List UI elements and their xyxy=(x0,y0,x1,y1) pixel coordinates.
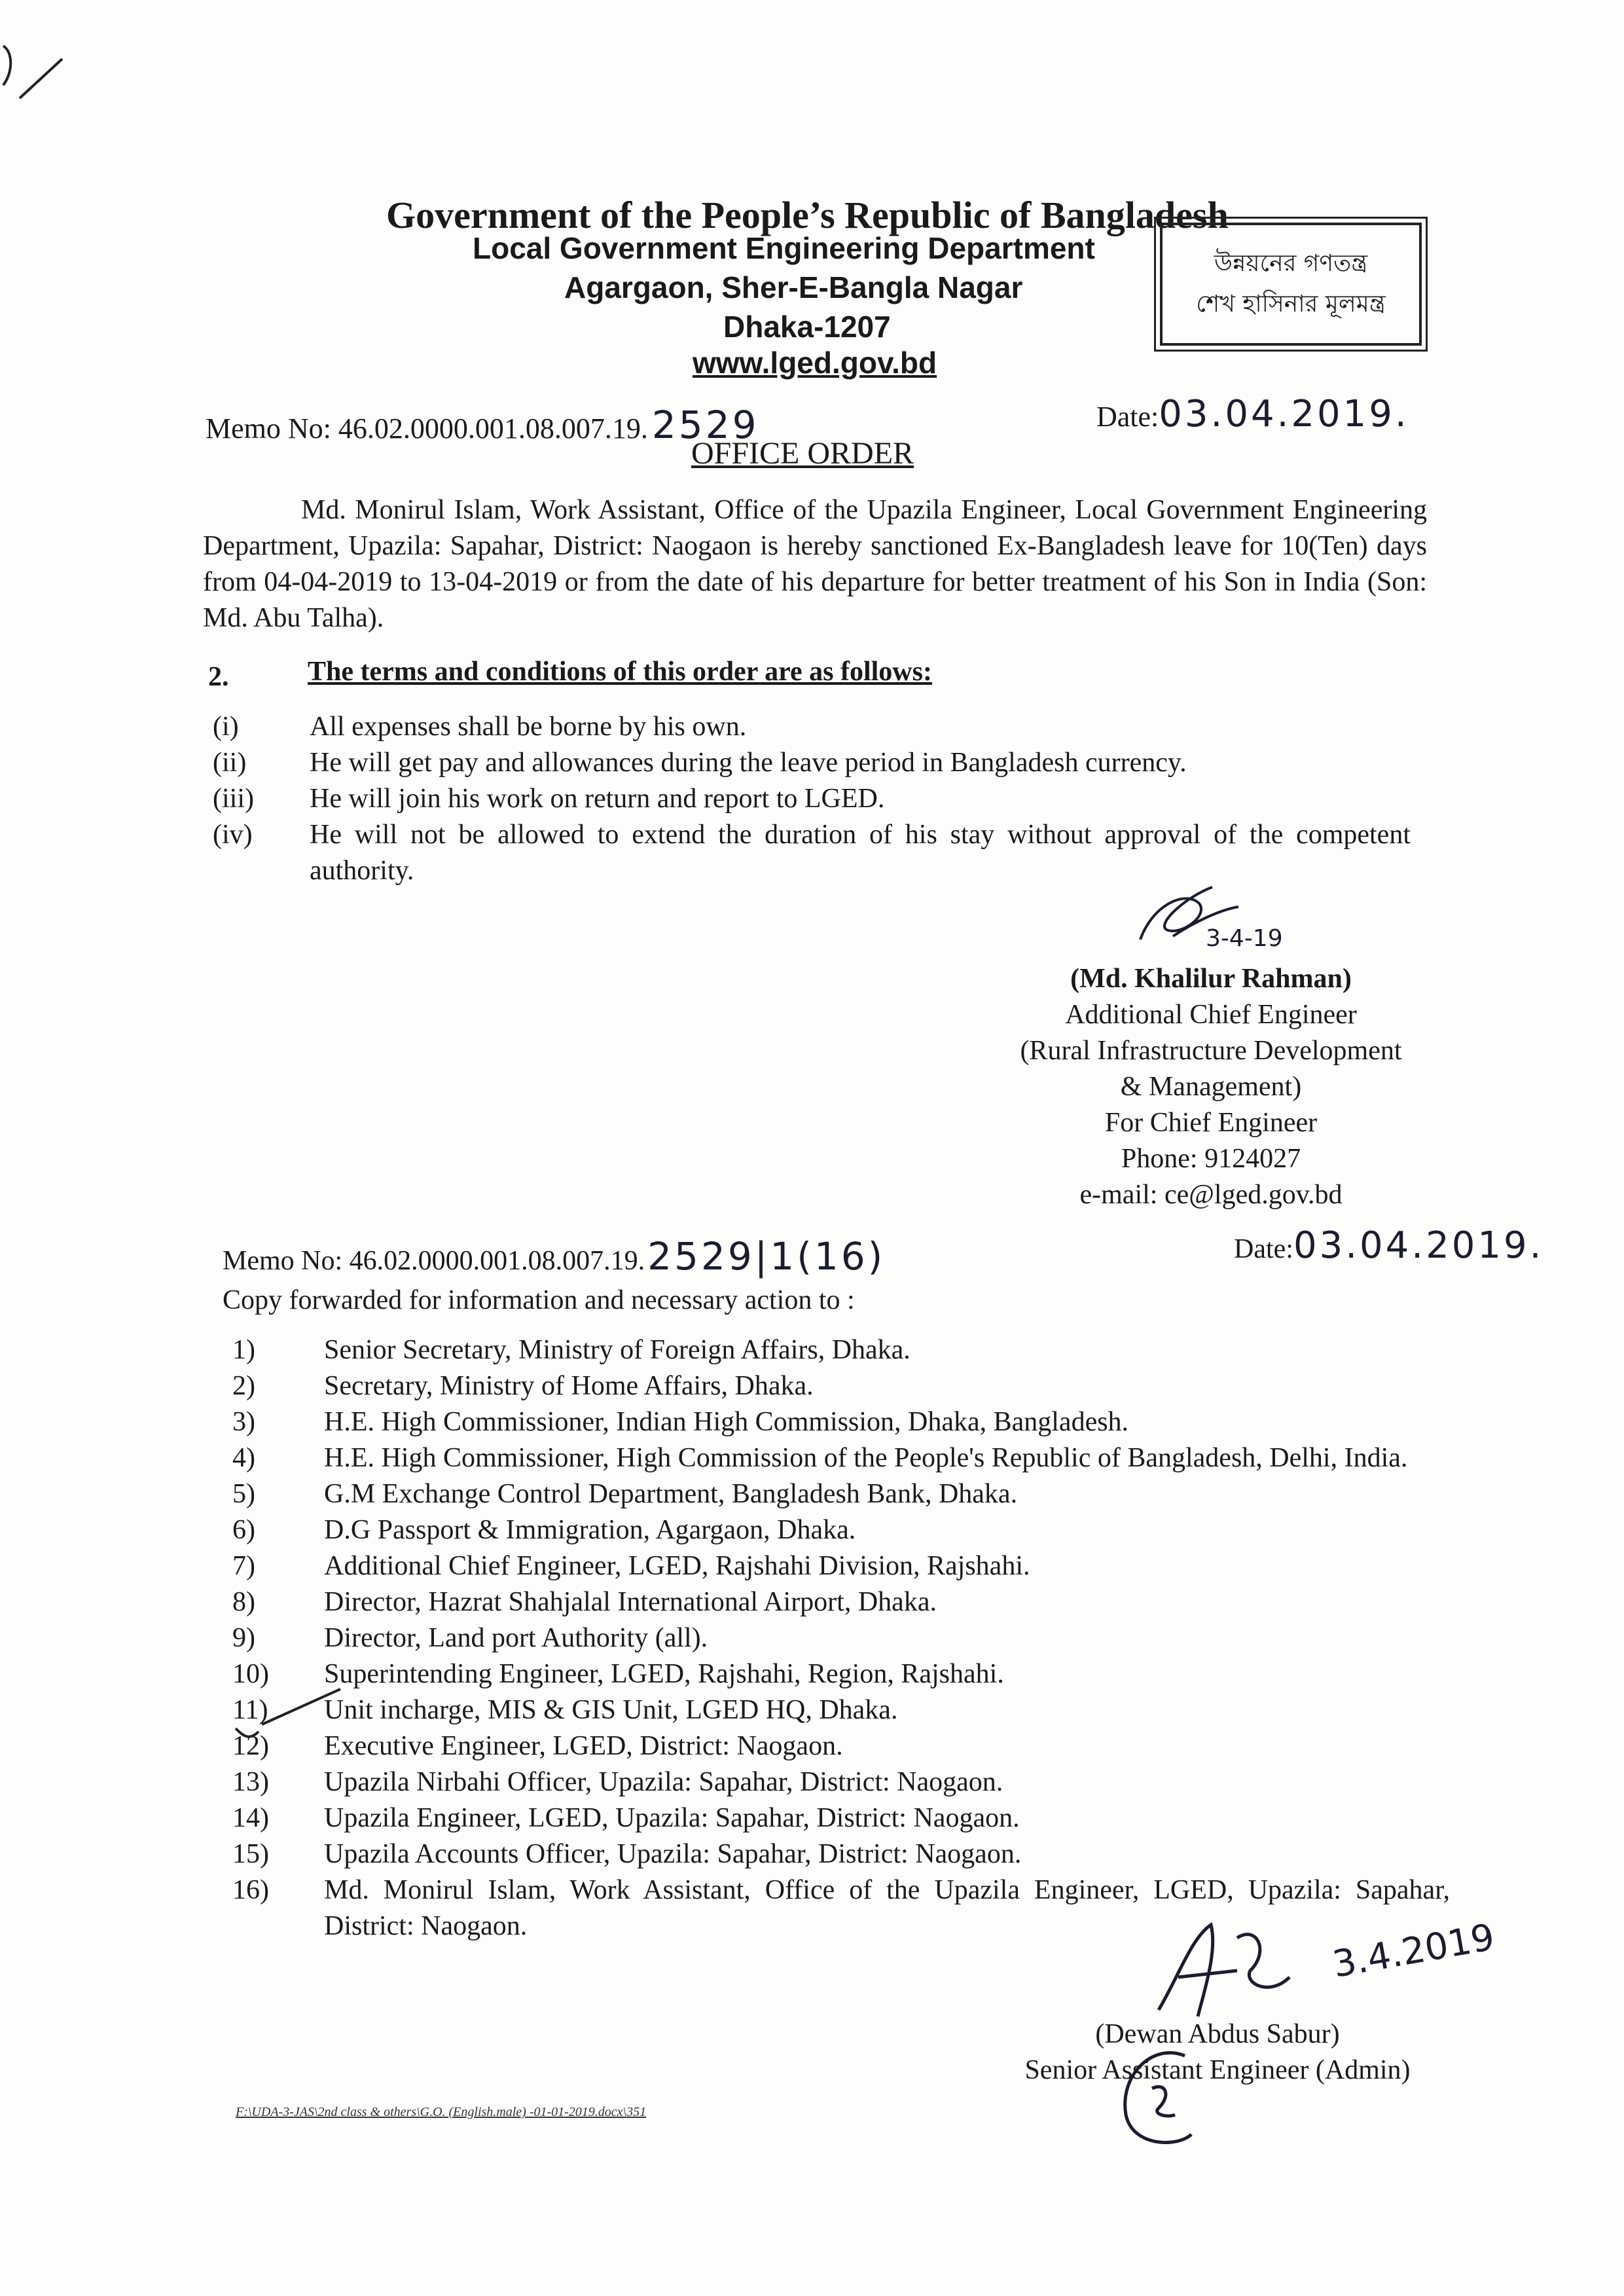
list-item-text: G.M Exchange Control Department, Bangladesh Bank, Dhaka. xyxy=(324,1479,1018,1509)
order-paragraph xyxy=(203,492,1427,636)
signatory-name: (Dewan Abdus Sabur) xyxy=(1095,2019,1340,2049)
date-handwritten: 03.04.2019. xyxy=(1293,1224,1544,1267)
list-item xyxy=(232,1440,1450,1476)
term-item xyxy=(213,745,1411,781)
list-item-number: 4) xyxy=(232,1443,255,1473)
signatory-designation: Senior Assistant Engineer (Admin) xyxy=(1024,2055,1411,2085)
list-item-text: Upazila Engineer, LGED, Upazila: Sapahar, District: Naogaon. xyxy=(324,1803,1020,1833)
terms-number: 2. xyxy=(208,662,229,692)
list-item xyxy=(232,1476,1450,1512)
date-label: Date: xyxy=(1234,1234,1293,1264)
list-item-number: 12) xyxy=(232,1731,269,1761)
list-item-number: 7) xyxy=(232,1551,255,1581)
signatory-for-line: For Chief Engineer xyxy=(1104,1108,1318,1138)
list-item-number: 5) xyxy=(232,1479,255,1509)
signatory-email: e-mail: ce@lged.gov.bd xyxy=(1079,1180,1343,1210)
list-item-number: 8) xyxy=(232,1587,255,1617)
list-item-number: 1) xyxy=(232,1335,255,1365)
term-number: (ii) xyxy=(213,748,247,778)
term-text: All expenses shall be borne by his own. xyxy=(310,712,747,742)
term-text: He will join his work on return and report to LGED. xyxy=(310,784,885,814)
tick-mark-icon xyxy=(229,1719,295,1758)
slogan-box xyxy=(1160,223,1422,346)
department-city: Dhaka-1207 xyxy=(723,310,891,344)
term-number: (iii) xyxy=(213,784,254,814)
list-item xyxy=(232,1368,1450,1404)
list-item-text: Md. Monirul Islam, Work Assistant, Office of the Upazila Engineer, LGED, Upazila: Sapahar, District: Naogaon. xyxy=(324,1875,1450,1941)
list-item-number: 6) xyxy=(232,1515,255,1545)
corner-pen-mark xyxy=(0,20,79,111)
signatory-phone: Phone: 9124027 xyxy=(1121,1144,1301,1174)
slogan-line-2: শেখ হাসিনার মূলমন্ত্র xyxy=(1196,291,1386,318)
list-item xyxy=(232,1728,1450,1764)
list-item xyxy=(232,1764,1450,1800)
memo-number-2 xyxy=(223,1234,885,1279)
term-item xyxy=(213,709,1411,745)
list-item xyxy=(232,1620,1450,1656)
list-item xyxy=(232,1548,1450,1584)
date-label: Date: xyxy=(1096,401,1159,433)
order-paragraph-text: Md. Monirul Islam, Work Assistant, Office of the Upazila Engineer, Local Government Engineering Department, Upazila: Sapahar, District: Naogaon is hereby sanctioned Ex-Bangladesh leave for 10(Ten) days from 04-04-2019 to 13-04-2019 or from the date of his departure for better treatment of his Son in India (Son: Md. Abu Talha). xyxy=(203,495,1427,633)
slogan-line-1: উন্নয়নের গণতন্ত্র xyxy=(1214,250,1368,277)
list-item-text: Secretary, Ministry of Home Affairs, Dhaka. xyxy=(324,1371,814,1401)
list-item xyxy=(232,1404,1450,1440)
terms-heading: The terms and conditions of this order are as follows: xyxy=(308,657,932,687)
date-handwritten: 03.04.2019. xyxy=(1159,393,1409,435)
term-text: He will not be allowed to extend the duration of his stay without approval of the competent authority. xyxy=(310,820,1411,886)
signatory-wing-line-1: (Rural Infrastructure Development xyxy=(1020,1036,1402,1066)
list-item-number: 16) xyxy=(232,1875,269,1905)
copy-recipient-list xyxy=(232,1332,1450,1944)
file-path-footer: F:\UDA-3-JAS\2nd class & others\G.O. (English.male) -01-01-2019.docx\351 xyxy=(236,2105,647,2119)
signatory-block-2 xyxy=(982,2016,1453,2088)
signature-date: 3.4.2019 xyxy=(1329,1916,1498,1986)
government-title: Government of the People’s Republic of Bangladesh xyxy=(386,194,1229,236)
memo-handwritten-number: 2529 xyxy=(651,403,759,447)
list-item-text: Upazila Accounts Officer, Upazila: Sapahar, District: Naogaon. xyxy=(324,1839,1022,1869)
list-item-text: Unit incharge, MIS & GIS Unit, LGED HQ, Dhaka. xyxy=(324,1695,898,1725)
list-item-text: H.E. High Commissioner, Indian High Commission, Dhaka, Bangladesh. xyxy=(324,1407,1129,1437)
list-item xyxy=(232,1512,1450,1548)
department-address: Agargaon, Sher-E-Bangla Nagar xyxy=(564,270,1023,304)
memo-date-1 xyxy=(1096,393,1409,435)
signatory-wing-line-2: & Management) xyxy=(1120,1072,1302,1102)
department-name: Local Government Engineering Department xyxy=(473,231,1095,265)
list-item-text: D.G Passport & Immigration, Agargaon, Dhaka. xyxy=(324,1515,856,1545)
list-item-text: Additional Chief Engineer, LGED, Rajshahi Division, Rajshahi. xyxy=(324,1551,1030,1581)
list-item-text: Director, Land port Authority (all). xyxy=(324,1623,708,1653)
list-item xyxy=(232,1836,1450,1872)
memo-label: Memo No: 46.02.0000.001.08.007.19. xyxy=(223,1246,645,1276)
term-text: He will get pay and allowances during the leave period in Bangladesh currency. xyxy=(310,748,1187,778)
list-item-number: 9) xyxy=(232,1623,255,1653)
memo-handwritten-number: 2529|1(16) xyxy=(647,1234,886,1279)
list-item-number: 15) xyxy=(232,1839,269,1869)
list-item xyxy=(232,1332,1450,1368)
list-item-number: 10) xyxy=(232,1659,269,1689)
list-item-number: 14) xyxy=(232,1803,269,1833)
memo-number-1 xyxy=(206,403,759,447)
list-item-text: H.E. High Commissioner, High Commission of the People's Republic of Bangladesh, Delhi, India. xyxy=(324,1443,1408,1473)
list-item-number: 13) xyxy=(232,1767,269,1797)
signatory-name: (Md. Khalilur Rahman) xyxy=(1070,964,1352,994)
signatory-designation: Additional Chief Engineer xyxy=(1065,1000,1357,1030)
signature-date: 3-4-19 xyxy=(1206,925,1283,952)
signature-khalilur-rahman xyxy=(1127,877,1324,956)
list-item-text: Upazila Nirbahi Officer, Upazila: Sapahar, District: Naogaon. xyxy=(324,1767,1003,1797)
memo-date-2 xyxy=(1234,1224,1543,1267)
signature-abdus-sabur xyxy=(1139,1899,1506,2030)
list-item xyxy=(232,1800,1450,1836)
list-item-text: Executive Engineer, LGED, District: Naogaon. xyxy=(324,1731,843,1761)
list-item-number: 3) xyxy=(232,1407,255,1437)
website-link[interactable]: www.lged.gov.bd xyxy=(693,346,937,380)
signatory-block-1 xyxy=(975,961,1447,1213)
term-number: (iv) xyxy=(213,820,253,850)
term-item xyxy=(213,781,1411,817)
term-number: (i) xyxy=(213,712,239,742)
office-order-title: OFFICE ORDER xyxy=(691,436,914,471)
list-item-text: Superintending Engineer, LGED, Rajshahi, Region, Rajshahi. xyxy=(324,1659,1004,1689)
memo-label: Memo No: 46.02.0000.001.08.007.19. xyxy=(206,412,648,445)
list-item-number: 2) xyxy=(232,1371,255,1401)
list-item xyxy=(232,1584,1450,1620)
list-item-text: Senior Secretary, Ministry of Foreign Affairs, Dhaka. xyxy=(324,1335,911,1365)
list-item xyxy=(232,1692,1450,1728)
list-item-text: Director, Hazrat Shahjalal International Airport, Dhaka. xyxy=(324,1587,937,1617)
terms-list xyxy=(213,709,1411,889)
list-item-number: 11) xyxy=(232,1695,268,1725)
list-item xyxy=(232,1656,1450,1692)
copy-forwarded-line: Copy forwarded for information and necessary action to : xyxy=(223,1285,855,1315)
